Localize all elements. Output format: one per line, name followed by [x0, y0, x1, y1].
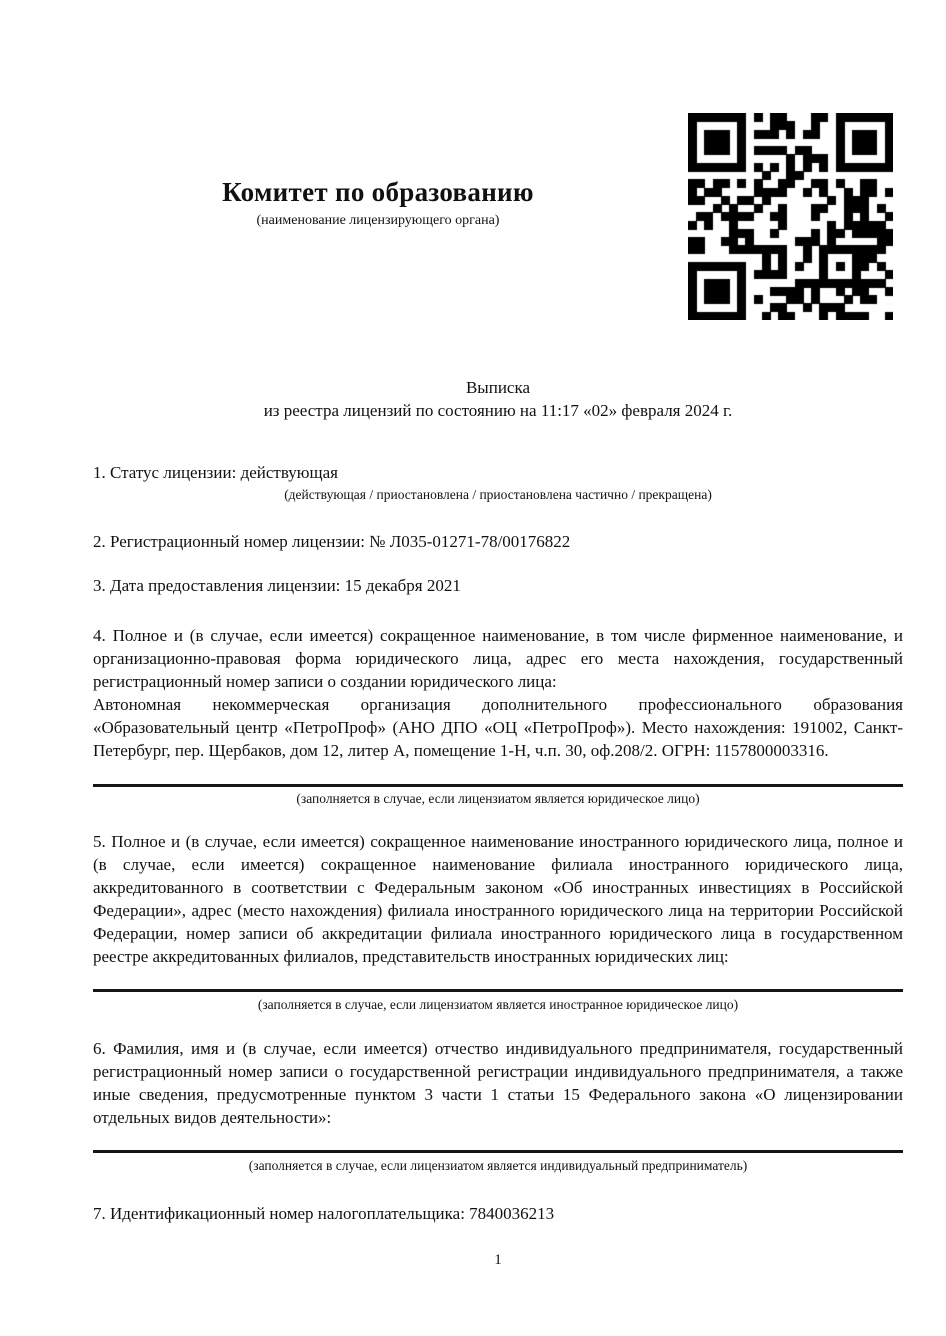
qr-code: [688, 113, 893, 320]
licensing-authority-block: [93, 176, 663, 230]
document-title-line2: из реестра лицензий по состоянию на 11:17 «02» февраля 2024 г.: [263, 401, 733, 420]
foreign-entity-caption: (заполняется в случае, если лицензиатом является иностранное юридическое лицо): [257, 997, 739, 1012]
licensing-authority-caption: (наименование лицензирующего органа): [256, 213, 500, 228]
section-taxpayer-number: [93, 1202, 903, 1225]
document-title-line1: Выписка: [465, 378, 531, 397]
foreign-entity-text: 5. Полное и (в случае, если имеется) сокращенное наименование иностранного юридического лица, полное и (в случае, если имеется) сокращенное наименование филиала иностранного юридического лица, аккредитованного в соответствии с Федеральным законом «Об иностранных инвестициях в Российской Федерации», адрес (место нахождения) филиала иностранного юридического лица на территории Российской Федерации, номер записи об аккредитации филиала иностранного юридического лица в государственном реестре аккредитованных филиалов, представительств иностранных юридических лиц:: [93, 832, 903, 966]
page-number: 1: [494, 1252, 502, 1268]
licensing-authority-name: Комитет по образованию: [222, 177, 534, 207]
individual-entrepreneur-caption: (заполняется в случае, если лицензиатом является индивидуальный предприниматель): [248, 1158, 748, 1173]
legal-entity-intro: 4. Полное и (в случае, если имеется) сокращенное наименование, в том числе фирменное наименование, и организационно-правовая форма юридического лица, адрес его места нахождения, государственный регистрационный номер записи о создании юридического лица:: [93, 626, 903, 691]
section-registration-number: [93, 530, 903, 553]
section-license-status: [93, 461, 903, 484]
fill-line-individual-entrepreneur: [93, 1150, 903, 1153]
license-status-caption: (действующая / приостановлена / приостановлена частично / прекращена): [284, 487, 712, 502]
section-foreign-entity: [93, 830, 903, 968]
fill-line-foreign-entity: [93, 989, 903, 992]
legal-entity-value: Автономная некоммерческая организация дополнительного профессионального образования «Образовательный центр «ПетроПроф» (АНО ДПО «ОЦ «ПетроПроф»). Место нахождения: 191002, Санкт-Петербург, пер. Щербаков, дом 12, литер А, помещение 1-Н, ч.п. 30, оф.208/2. ОГРН: 1157800003316.: [93, 695, 903, 760]
section-individual-entrepreneur: [93, 1037, 903, 1129]
grant-date-text: 3. Дата предоставления лицензии: 15 декабря 2021: [93, 576, 461, 595]
taxpayer-number-text: 7. Идентификационный номер налогоплательщика: 7840036213: [93, 1204, 555, 1223]
section-grant-date: [93, 574, 903, 597]
license-status-text: 1. Статус лицензии: действующая: [93, 463, 338, 482]
section-legal-entity: [93, 624, 903, 762]
registration-number-text: 2. Регистрационный номер лицензии: № Л035-01271-78/00176822: [93, 532, 571, 551]
fill-line-legal-entity: [93, 784, 903, 787]
individual-entrepreneur-text: 6. Фамилия, имя и (в случае, если имеется) отчество индивидуального предпринимателя, государственный регистрационный номер записи о государственной регистрации индивидуального предпринимателя, а также иные сведения, предусмотренные пунктом 3 части 1 статьи 15 Федерального закона «О лицензировании отдельных видов деятельности»:: [93, 1039, 903, 1127]
document-title: [93, 376, 903, 422]
legal-entity-caption: (заполняется в случае, если лицензиатом является юридическое лицо): [296, 791, 700, 806]
